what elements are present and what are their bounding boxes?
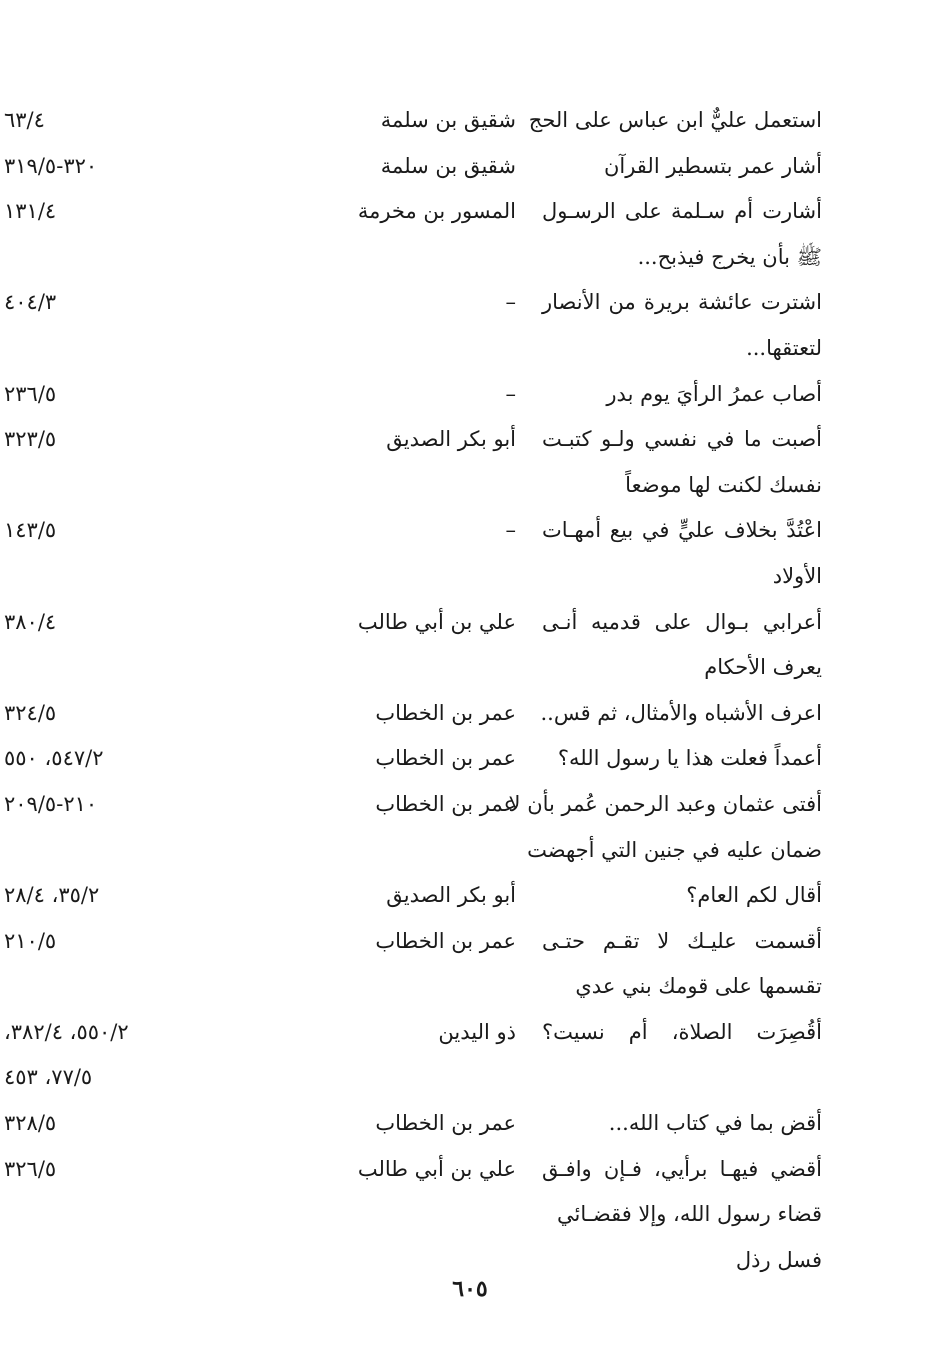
entry-narrator: عمر بن الخطاب: [375, 1111, 516, 1136]
entry-narrator: أبو بكر الصديق: [386, 427, 516, 452]
entry-reference: ٣٢٠-٣١٩/٥: [4, 153, 98, 178]
entry-text: ﷺ بأن يخرج فيذبح...: [637, 244, 822, 269]
entry-reference: ٥٥٠/٢، ٣٨٢/٤،: [4, 1019, 129, 1044]
entry-line: [110, 645, 830, 691]
entry-line: [4, 782, 830, 828]
entry-narrator: –: [505, 290, 516, 315]
entry-narrator: –: [505, 381, 516, 406]
entry-text: أعمداً فعلت هذا يا رسول الله؟: [557, 746, 822, 771]
entry-text: أقُصِرَت الصلاة، أم نسيت؟: [542, 1019, 822, 1044]
entry-text: فسل رذل: [735, 1247, 822, 1272]
entry-text: يعرف الأحكام: [704, 655, 822, 680]
entry-text: أعرابي بـوال على قدميه أنـى: [542, 609, 822, 634]
entry-narrator: شقيق بن سلمة: [380, 108, 516, 132]
entry-text: أقضي فيهـا برأيي، فـإن وافـق: [542, 1156, 822, 1181]
entry-text: نفسك لكنت لها موضعاً: [625, 472, 822, 497]
entry-text: أفتى عثمان وعبد الرحمن عُمر بأن لا: [508, 791, 822, 816]
index-entry: [4, 1101, 830, 1147]
entry-narrator: عمر بن الخطاب: [375, 791, 516, 816]
entry-narrator: عمر بن الخطاب: [375, 746, 516, 771]
entry-text: أصبت ما في نفسي ولـو كتبـت: [542, 427, 822, 452]
entry-line: [110, 828, 830, 874]
entry-text: ضمان عليه في جنين التي أجهضت: [527, 837, 822, 862]
entry-reference: ١٤٣/٥: [4, 518, 57, 543]
index-entry: [4, 873, 830, 919]
entry-text: اعرف الأشباه والأمثال، ثم قس..: [540, 700, 822, 725]
index-entry: [4, 417, 830, 508]
index-entries: [4, 98, 830, 1283]
index-entry: [4, 600, 830, 691]
entry-reference: ٢١٠-٢٠٩/٥: [4, 791, 98, 816]
entry-reference: ٢١٠/٥: [4, 928, 57, 953]
index-entry: [4, 508, 830, 599]
entry-narrator: ذو اليدين: [438, 1019, 516, 1044]
entry-text: أقض بما في كتاب الله...: [608, 1111, 822, 1136]
index-entry: [4, 372, 830, 418]
entry-line: [4, 1010, 830, 1056]
entry-line: [4, 691, 830, 737]
entry-text: اعْتُدَّ بخلاف عليٍّ في بيع أمهـات: [542, 518, 822, 543]
index-entry: [4, 782, 830, 873]
entry-line: [4, 1055, 830, 1101]
entry-reference: ٥٤٧/٢، ٥٥٠: [4, 746, 104, 771]
index-entry: [4, 1010, 830, 1101]
index-entry: [4, 1147, 830, 1284]
index-entry: [4, 280, 830, 371]
entry-text: قضاء رسول الله، وإلا فقضـائي: [556, 1202, 822, 1227]
entry-text: لتعتقها...: [746, 335, 822, 360]
entry-line: [4, 736, 830, 782]
index-entry: [4, 736, 830, 782]
entry-line: [110, 1192, 830, 1238]
entry-text: استعمل عليٌّ ابن عباس على الحج: [528, 108, 822, 132]
index-entry: [4, 98, 830, 144]
entry-line: [110, 964, 830, 1010]
entry-reference: ١٣١/٤: [4, 199, 57, 224]
entry-text: أصاب عمرُ الرأيَ يوم بدر: [606, 381, 822, 406]
entry-narrator: علي بن أبي طالب: [357, 1156, 516, 1181]
entry-reference: ٣٢٨/٥: [4, 1111, 57, 1136]
entry-reference: ٣٥/٢، ٢٨/٤: [4, 883, 100, 908]
entry-text: تقسمها على قومك بني عدي: [575, 974, 822, 999]
entry-narrator: علي بن أبي طالب: [357, 609, 516, 634]
entry-narrator: عمر بن الخطاب: [375, 700, 516, 725]
entry-line: [4, 873, 830, 919]
entry-text: أقال لكم العام؟: [686, 883, 822, 908]
entry-reference: ٦٣/٤: [4, 108, 45, 132]
entry-line: [4, 372, 830, 418]
entry-text: أشار عمر بتسطير القرآن: [603, 153, 822, 178]
entry-reference: ٤٠٤/٣: [4, 290, 57, 315]
index-entry: [4, 691, 830, 737]
entry-text: أشارت أم سـلمة على الرسـول: [542, 199, 822, 224]
entry-line: [4, 1147, 830, 1193]
entry-text: اشترت عائشة بريرة من الأنصار: [542, 290, 822, 315]
entry-line: [4, 919, 830, 965]
entry-narrator: شقيق بن سلمة: [380, 153, 516, 178]
entry-line: [4, 98, 830, 144]
entry-reference: ٣٢٣/٥: [4, 427, 57, 452]
entry-line: [4, 144, 830, 190]
entry-narrator: المسور بن مخرمة: [357, 199, 516, 224]
entry-reference: ٣٨٠/٤: [4, 609, 57, 634]
index-entry: [4, 144, 830, 190]
entry-line: [110, 235, 830, 281]
page-number: ٦٠٥: [452, 1276, 488, 1302]
entry-line: [110, 463, 830, 509]
entry-narrator: أبو بكر الصديق: [386, 883, 516, 908]
entry-line: [4, 417, 830, 463]
entry-line: [110, 554, 830, 600]
index-entry: [4, 189, 830, 280]
index-entry: [4, 919, 830, 1010]
entry-reference: ٣٢٤/٥: [4, 700, 57, 725]
entry-narrator: عمر بن الخطاب: [375, 928, 516, 953]
entry-narrator: –: [505, 518, 516, 543]
entry-line: [4, 508, 830, 554]
entry-line: [110, 326, 830, 372]
entry-line: [4, 1101, 830, 1147]
entry-text: أقسمت عليـك لا تقـم حتـى: [542, 928, 822, 953]
entry-reference: ٧٧/٥، ٤٥٣: [4, 1065, 93, 1090]
entry-reference: ٣٢٦/٥: [4, 1156, 57, 1181]
entry-line: [4, 280, 830, 326]
entry-reference: ٢٣٦/٥: [4, 381, 57, 406]
entry-line: [4, 600, 830, 646]
entry-line: [4, 189, 830, 235]
entry-text: الأولاد: [772, 563, 822, 588]
